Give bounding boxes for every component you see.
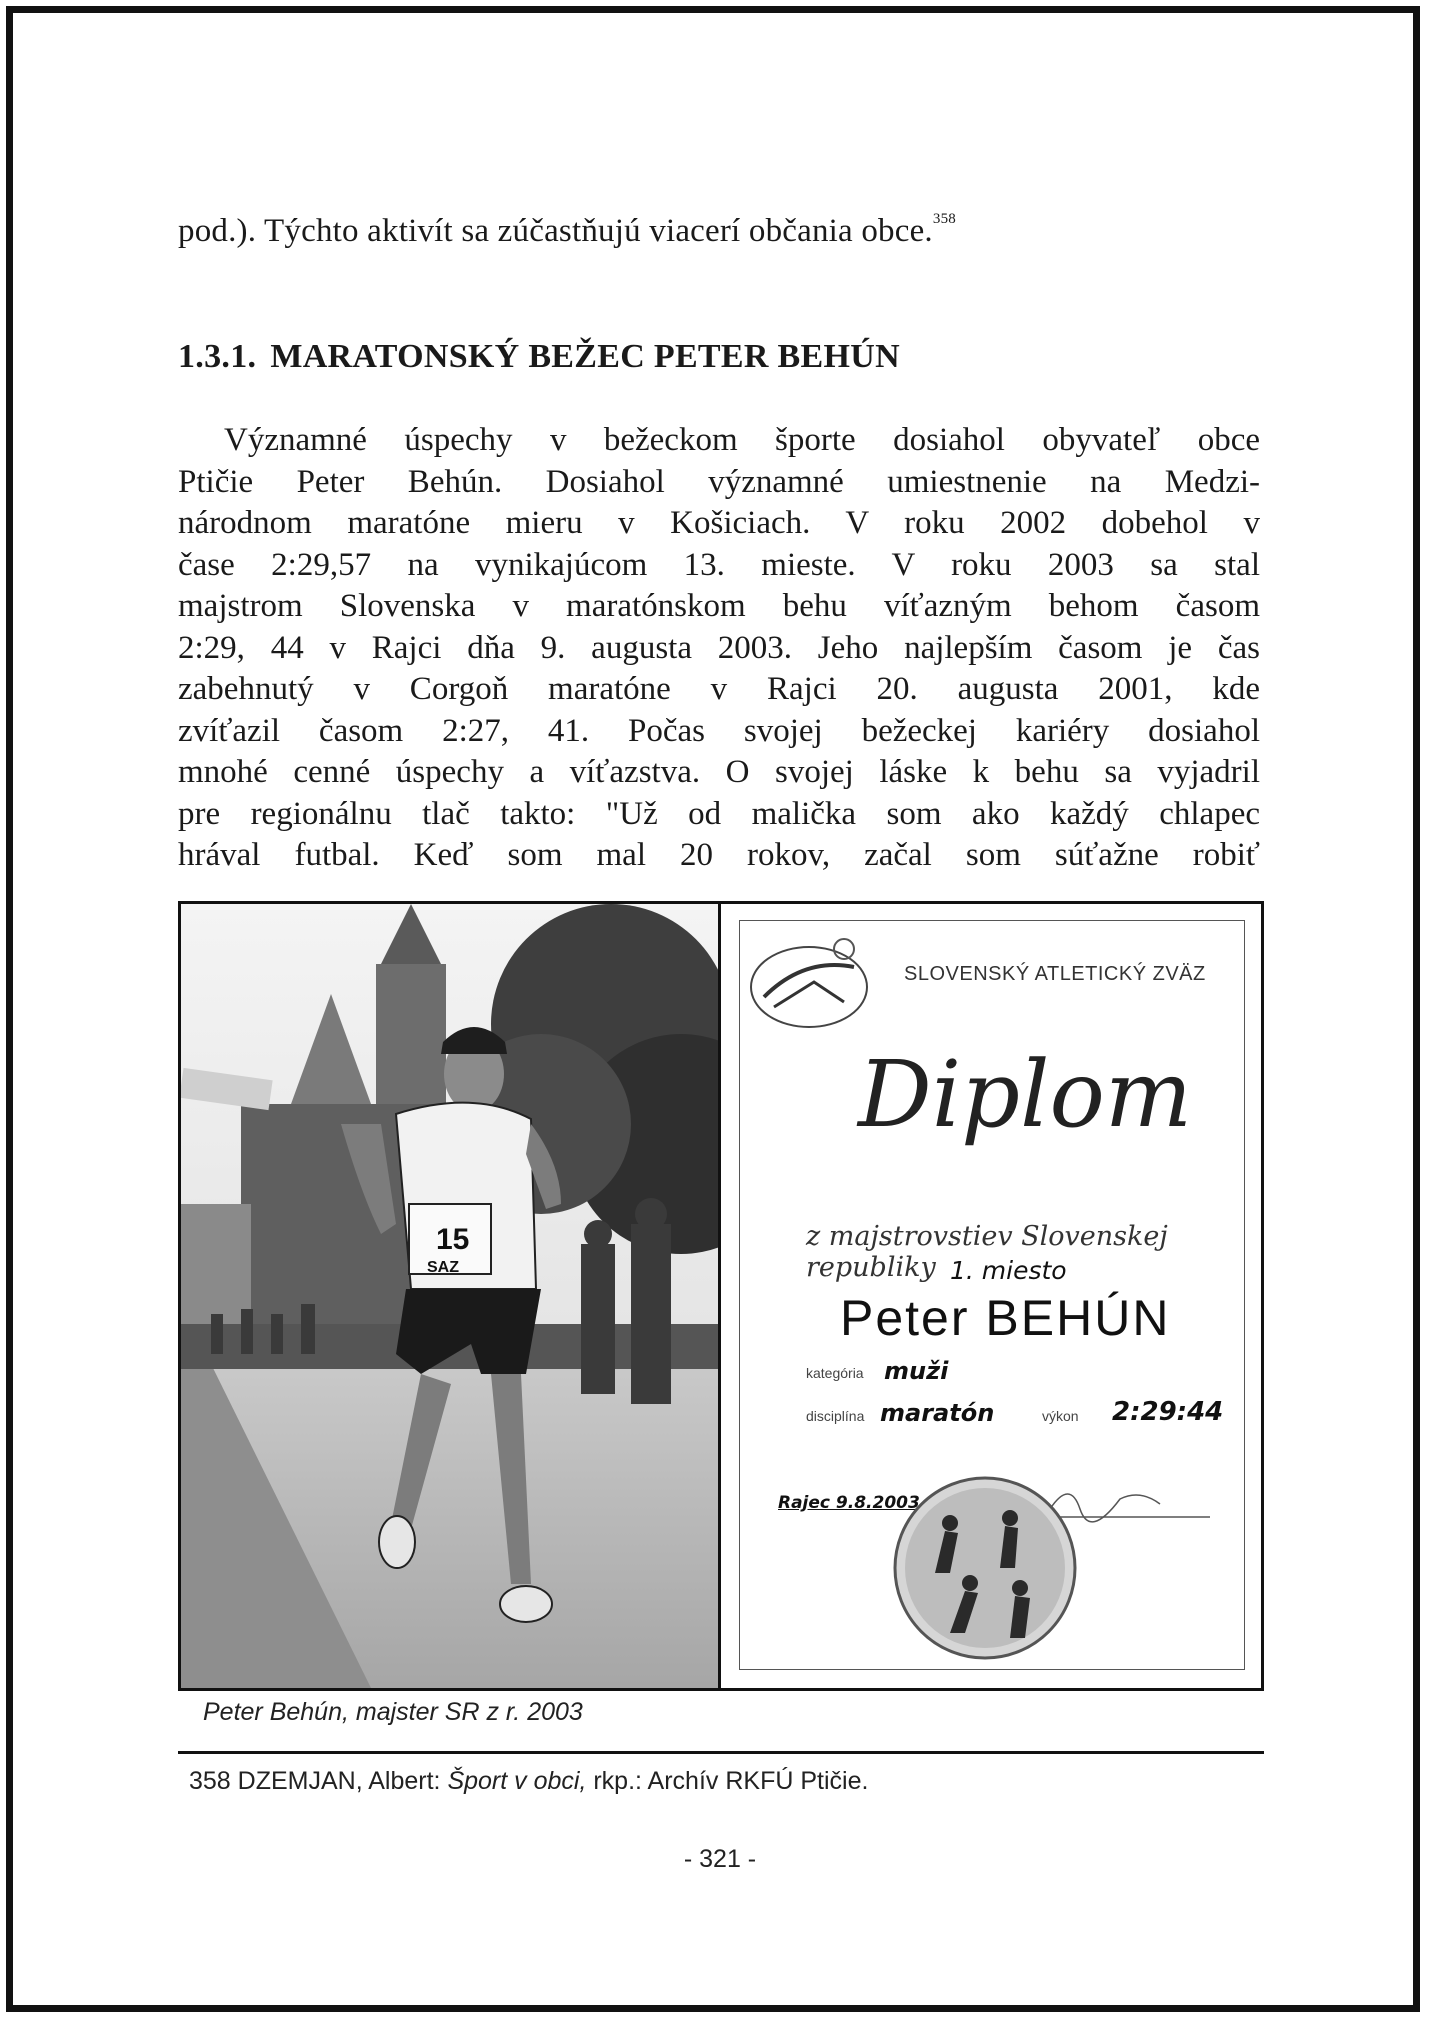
section-title: MARATONSKÝ BEŽEC PETER BEHÚN — [270, 338, 900, 375]
athletics-seal-emblem — [890, 1473, 1080, 1663]
diploma — [721, 904, 1261, 1688]
bib-sponsor: SAZ — [427, 1259, 459, 1276]
paragraph-line: Významné úspechy v bežeckom športe dosiahol obyvateľ obce — [224, 422, 1260, 458]
bib-number: 15 — [436, 1223, 470, 1256]
placement: 1. miesto — [950, 1256, 1067, 1285]
paragraph-line: hrával futbal. Keď som mal 20 rokov, začal som súťažne robiť — [178, 837, 1260, 873]
footnote-rest: rkp.: Archív RKFÚ Ptičie. — [593, 1767, 869, 1795]
recipient-name: Peter BEHÚN — [840, 1290, 1171, 1346]
union-name: SLOVENSKÝ ATLETICKÝ ZVÄZ — [904, 963, 1206, 985]
diploma-subtitle: z majstrovstiev Slovenskej republiky — [806, 1221, 1168, 1283]
paragraph-line: čase 2:29,57 na vynikajúcom 13. mieste. V roku 2003 sa stal — [178, 546, 1260, 583]
runner-photo-illustration — [181, 904, 718, 1688]
footnote-divider — [178, 1751, 1264, 1754]
paragraph-line: národnom maratóne mieru v Košiciach. V roku 2002 dobehol v — [178, 505, 1260, 541]
paragraph-line: Ptičie Peter Behún. Dosiahol významné umiestnenie na Medzi- — [178, 463, 1260, 500]
section-heading — [178, 338, 900, 376]
figure-caption: Peter Behún, majster SR z r. 2003 — [203, 1698, 583, 1726]
diploma-title: Diplom — [858, 1041, 1193, 1148]
result-label: výkon — [1042, 1408, 1079, 1424]
paragraph-line: mnohé cenné úspechy a víťazstva. O svojej láske k behu sa vyjadril — [178, 754, 1260, 790]
result-value: 2:29:44 — [1112, 1397, 1224, 1427]
figure-photo-diploma — [178, 901, 1264, 1691]
paragraph-line: zvíťazil časom 2:27, 41. Počas svojej bežeckej kariéry dosiahol — [178, 712, 1260, 749]
discipline-label: disciplína — [806, 1408, 865, 1424]
footnote-author: DZEMJAN, Albert: — [237, 1767, 441, 1795]
paragraph-line: pre regionálnu tlač takto: "Už od malička som ako každý chlapec — [178, 795, 1260, 832]
intro-line — [178, 213, 956, 250]
runner-photo — [181, 904, 721, 1688]
footnote — [189, 1767, 868, 1796]
section-number: 1.3.1. — [178, 338, 257, 375]
category-label: kategória — [806, 1365, 864, 1381]
intro-text: pod.). Týchto aktivít sa zúčastňujú viacerí občania obce. — [178, 213, 933, 249]
diploma-date: Rajec 9.8.2003 — [778, 1493, 920, 1513]
document-page — [6, 6, 1420, 2012]
footnote-work: Šport v obci, — [447, 1767, 587, 1795]
discipline-value: maratón — [880, 1399, 995, 1427]
paragraph-line: zabehnutý v Corgoň maratóne v Rajci 20. augusta 2001, kde — [178, 671, 1260, 707]
paragraph-line: 2:29, 44 v Rajci dňa 9. augusta 2003. Jeho najlepším časom je čas — [178, 629, 1260, 666]
paragraph-line: majstrom Slovenska v maratónskom behu víťazným behom časom — [178, 588, 1260, 624]
athletic-union-logo — [744, 927, 874, 1037]
diploma-border — [739, 920, 1245, 1670]
footnote-ref: 358 — [932, 211, 956, 227]
footnote-number: 358 — [189, 1767, 231, 1795]
body-paragraph — [178, 420, 1260, 877]
page-number: - 321 - — [683, 1845, 757, 1873]
category-value: muži — [884, 1357, 949, 1385]
